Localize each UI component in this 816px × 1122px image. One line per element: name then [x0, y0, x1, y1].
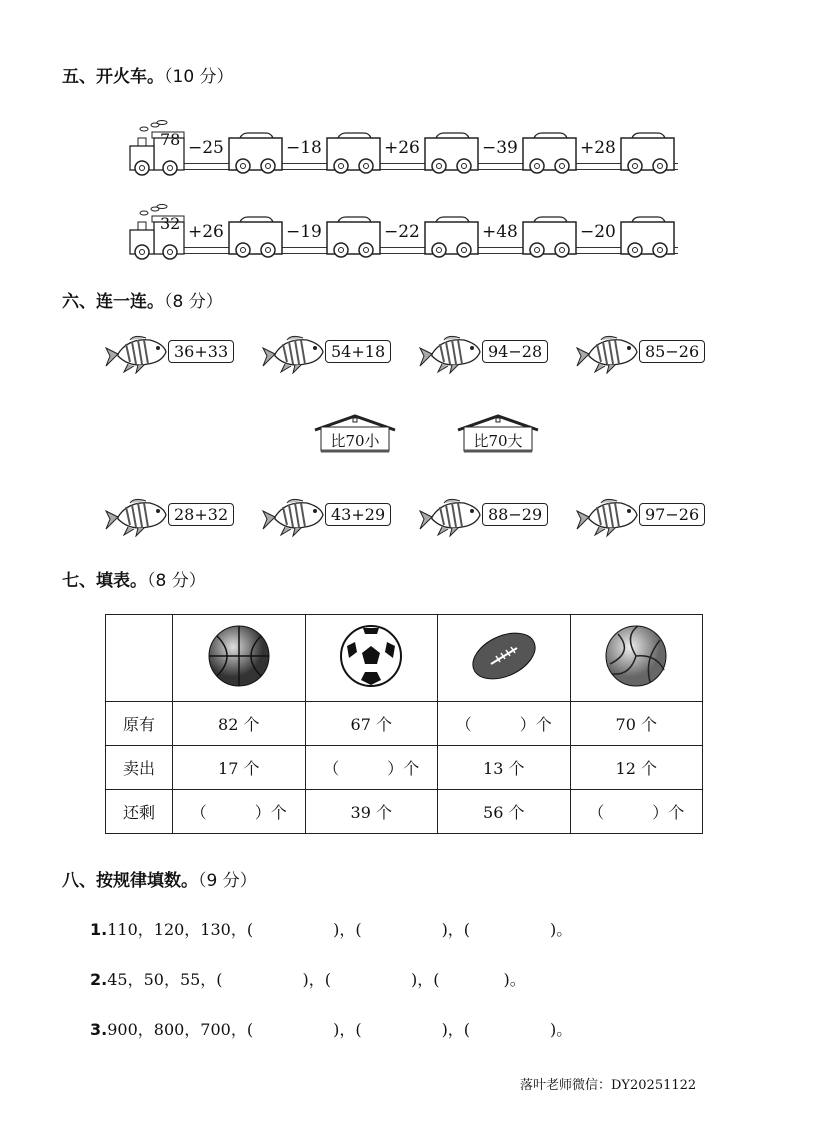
section-6-title	[62, 287, 223, 312]
table-cell: 39 个	[305, 790, 438, 834]
train-car-answer-box[interactable]	[424, 216, 479, 256]
sequence-1[interactable]	[90, 917, 572, 940]
footer-contact: 落叶老师微信：DY20251122	[520, 1078, 697, 1093]
item-number: 3.	[90, 1020, 108, 1039]
table-cell[interactable]: （ ）个	[173, 790, 306, 834]
expression: 97−26	[639, 503, 705, 526]
fill-table	[105, 614, 703, 834]
title-text: 七、填表。	[62, 571, 147, 591]
train-car-answer-box[interactable]	[326, 216, 381, 256]
train-row-2	[128, 212, 688, 262]
train-engine	[128, 204, 186, 262]
fish-icon	[261, 334, 325, 374]
table-cell: 82 个	[173, 702, 306, 746]
section-7-title	[62, 566, 206, 591]
section-5-title	[62, 62, 234, 87]
expression: 43+29	[325, 503, 391, 526]
operation-label: −39	[482, 138, 518, 158]
fish-card[interactable]	[575, 497, 705, 537]
train-car-answer-box[interactable]	[620, 132, 675, 172]
fish-card[interactable]	[261, 497, 391, 537]
fish-icon	[104, 497, 168, 537]
sequence-text: 45，50，55，( )，( )，( )。	[107, 970, 526, 989]
table-cell[interactable]: （ ）个	[570, 790, 703, 834]
fish-card[interactable]	[418, 334, 548, 374]
rugby-ball-cell	[438, 615, 571, 702]
table-cell: 70 个	[570, 702, 703, 746]
sequence-2[interactable]	[90, 967, 526, 990]
train-car-answer-box[interactable]	[424, 132, 479, 172]
operation-label: +26	[188, 222, 224, 242]
sequence-text: 900，800，700，( )，( )，( )。	[107, 1020, 573, 1039]
train-car-answer-box[interactable]	[522, 216, 577, 256]
operation-label: −25	[188, 138, 224, 158]
operation-label: −20	[580, 222, 616, 242]
row-label: 卖出	[106, 746, 173, 790]
operation-label: −19	[286, 222, 322, 242]
house-label: 比70大	[473, 432, 523, 450]
volleyball-icon	[604, 624, 668, 688]
train-engine	[128, 120, 186, 178]
title-text: 五、开火车。	[62, 67, 164, 87]
fish-card[interactable]	[104, 334, 234, 374]
expression: 28+32	[168, 503, 234, 526]
table-cell: 13 个	[438, 746, 571, 790]
item-number: 1.	[90, 920, 108, 939]
train-car-answer-box[interactable]	[326, 132, 381, 172]
train-car-answer-box[interactable]	[228, 132, 283, 172]
points: （10 分）	[164, 67, 234, 87]
title-text: 八、按规律填数。	[62, 871, 198, 891]
train-row-1	[128, 128, 688, 178]
fish-icon	[418, 497, 482, 537]
operation-label: −18	[286, 138, 322, 158]
item-number: 2.	[90, 970, 108, 989]
table-cell: 17 个	[173, 746, 306, 790]
soccer-ball-cell	[305, 615, 438, 702]
sequence-3[interactable]	[90, 1017, 572, 1040]
row-label: 还剩	[106, 790, 173, 834]
house-target[interactable]	[456, 414, 540, 454]
train-car-answer-box[interactable]	[522, 132, 577, 172]
points: （8 分）	[147, 571, 206, 591]
house-label: 比70小	[330, 432, 380, 450]
fish-card[interactable]	[261, 334, 391, 374]
operation-label: +26	[384, 138, 420, 158]
train-car-answer-box[interactable]	[228, 216, 283, 256]
title-text: 六、连一连。	[62, 292, 164, 312]
fish-icon	[418, 334, 482, 374]
fish-icon	[104, 334, 168, 374]
points: （8 分）	[164, 292, 223, 312]
operation-label: −22	[384, 222, 420, 242]
section-8-title	[62, 866, 257, 891]
fish-icon	[575, 334, 639, 374]
basketball-icon	[207, 624, 271, 688]
start-number: 32	[160, 214, 181, 233]
table-cell[interactable]: （ ）个	[438, 702, 571, 746]
expression: 88−29	[482, 503, 548, 526]
operation-label: +28	[580, 138, 616, 158]
expression: 94−28	[482, 340, 548, 363]
table-cell[interactable]: （ ）个	[305, 746, 438, 790]
table-cell: 67 个	[305, 702, 438, 746]
table-row	[106, 746, 703, 790]
fish-card[interactable]	[575, 334, 705, 374]
basketball-cell	[173, 615, 306, 702]
table-row	[106, 790, 703, 834]
row-label: 原有	[106, 702, 173, 746]
fish-card[interactable]	[418, 497, 548, 537]
operation-label: +48	[482, 222, 518, 242]
table-row	[106, 702, 703, 746]
expression: 54+18	[325, 340, 391, 363]
volleyball-cell	[570, 615, 703, 702]
soccer-ball-icon	[339, 624, 403, 688]
expression: 36+33	[168, 340, 234, 363]
table-cell: 12 个	[570, 746, 703, 790]
ball-row	[106, 615, 703, 702]
expression: 85−26	[639, 340, 705, 363]
fish-icon	[261, 497, 325, 537]
points: （9 分）	[198, 871, 257, 891]
train-car-answer-box[interactable]	[620, 216, 675, 256]
fish-icon	[575, 497, 639, 537]
rugby-ball-icon	[469, 628, 539, 684]
start-number: 78	[160, 130, 181, 149]
table-cell: 56 个	[438, 790, 571, 834]
empty-header	[106, 615, 173, 702]
fish-card[interactable]	[104, 497, 234, 537]
house-target[interactable]	[313, 414, 397, 454]
sequence-text: 110，120，130，( )，( )，( )。	[107, 920, 573, 939]
